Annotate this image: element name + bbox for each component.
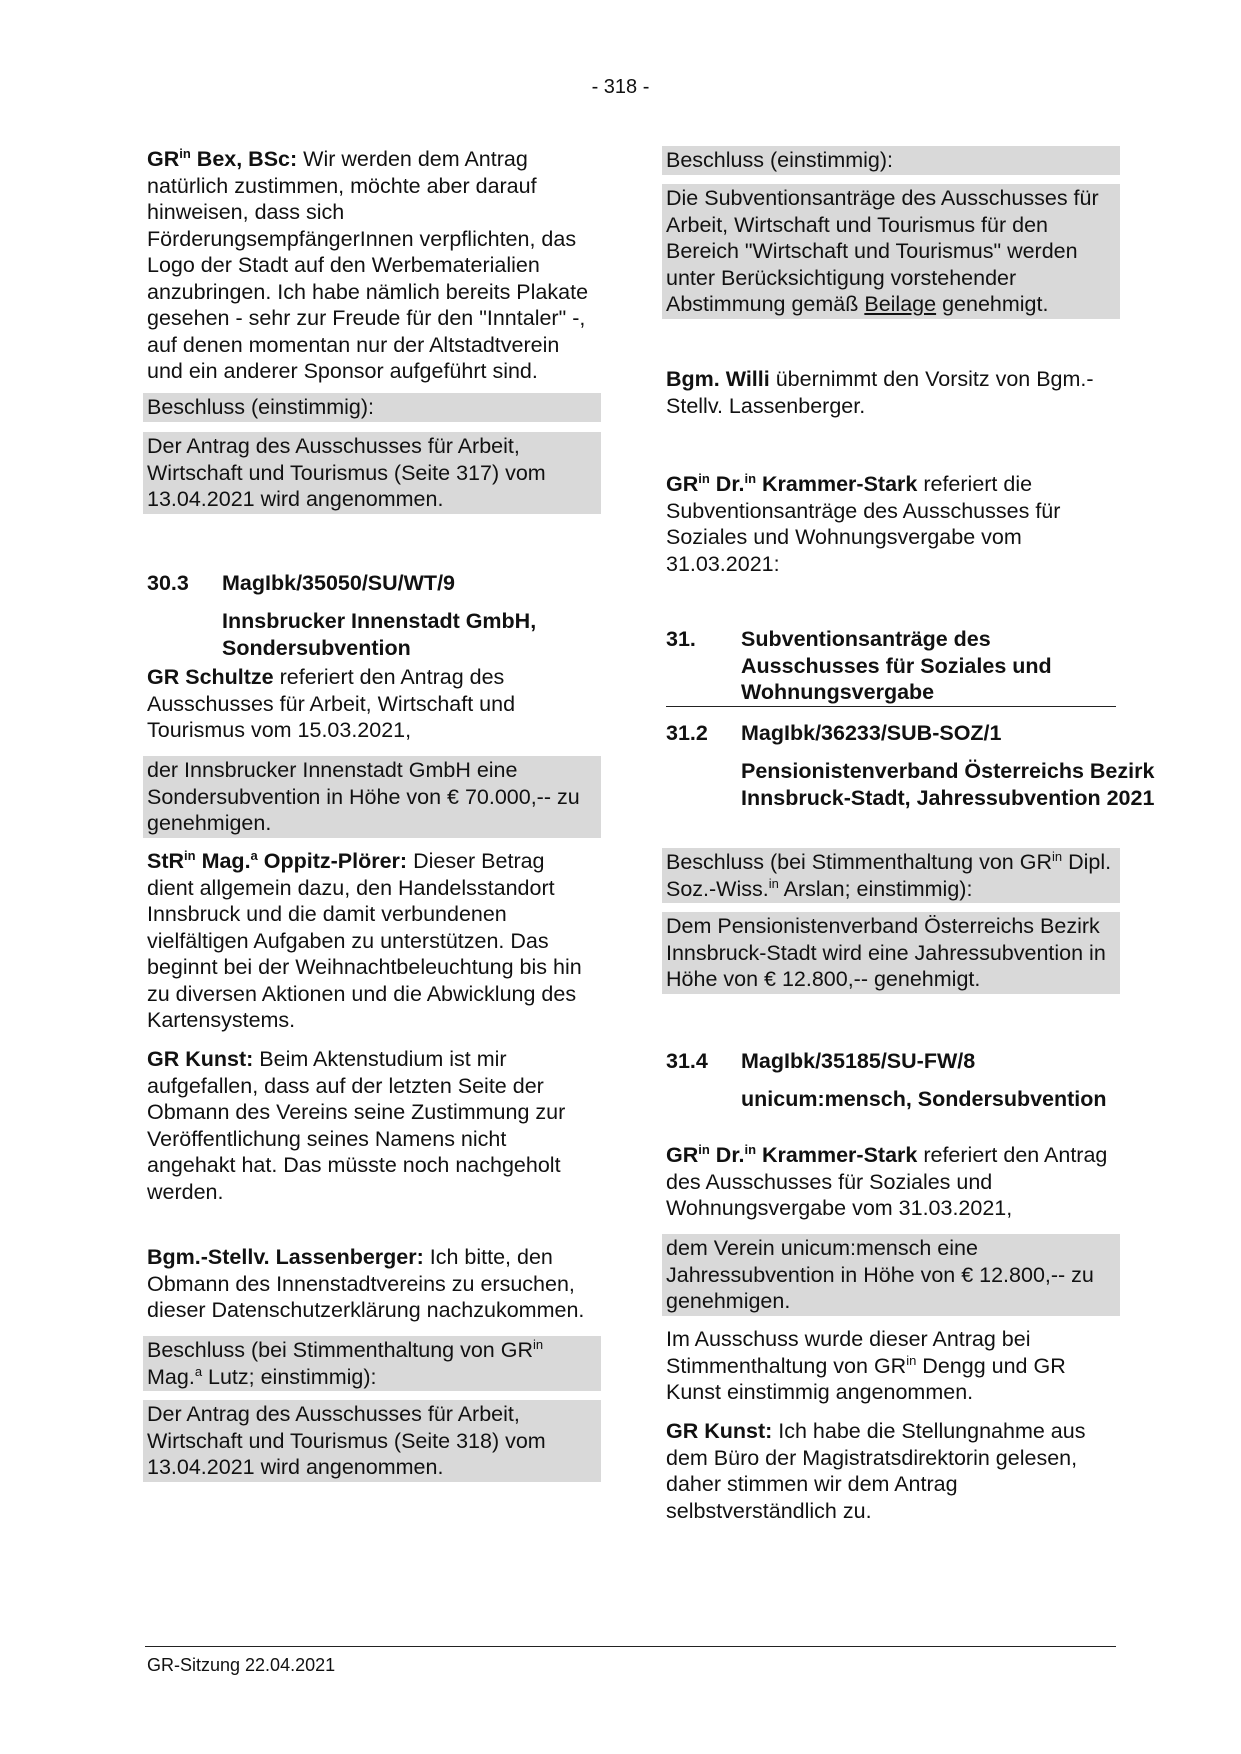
section-title: Subventionsanträge des Ausschusses für Soziales und Wohnungsvergabe <box>741 627 1052 704</box>
beschluss-3-text: Die Subventionsanträge des Ausschusses für Arbeit, Wirtschaft und Tourismus für den Bereich "Wirtschaft und Tourismus" werden unter Berücksichtigung vorstehender Abstimmung gemäß Beilage genehmigt. <box>662 184 1120 319</box>
beschluss-1-head: Beschluss (einstimmig): <box>143 393 601 422</box>
section-31-2-heading <box>666 720 1116 747</box>
kunst-text-1: Beim Aktenstudium ist mir aufgefallen, dass auf der letzten Seite der Obmann des Vereins seine Zustimmung zur Veröffentlichung seines Namens nicht angehakt hat. Das müsste noch nachgeholt werden. <box>147 1047 566 1204</box>
lassenberger-text: Ich bitte, den Obmann des Innenstadtvereins zu ersuchen, dieser Datenschutzerklärung nachzukommen. <box>147 1245 585 1322</box>
speaker-krammer: $GR^{in}$ Dr.$^{in}$ Krammer-Stark <box>666 470 918 496</box>
section-number: 31.4 <box>666 1049 708 1073</box>
section-number: 31.2 <box>666 721 708 745</box>
krammer-text-2: referiert den Antrag des Ausschusses für Soziales und Wohnungsvergabe vom 31.03.2021, <box>666 1143 1108 1220</box>
beschluss-3-head: Beschluss (einstimmig): <box>662 146 1120 175</box>
ausschuss-note: Im Ausschuss wurde dieser Antrag bei Stimmenthaltung von $GR^{in}$ Dengg und GR Kunst einstimmig angenommen. <box>666 1327 1066 1404</box>
kunst-text-2: Ich habe die Stellungnahme aus dem Büro der Magistratsdirektorin gelesen, daher stimmen wir dem Antrag selbstverständlich zu. <box>666 1419 1086 1523</box>
lassenberger-statement <box>147 1244 597 1324</box>
beschluss-2-text: Der Antrag des Ausschusses für Arbeit, Wirtschaft und Tourismus (Seite 318) vom 13.04.2021 wird angenommen. <box>143 1400 601 1482</box>
beschluss-1-text: Der Antrag des Ausschusses für Arbeit, Wirtschaft und Tourismus (Seite 317) vom 13.04.2021 wird angenommen. <box>143 432 601 514</box>
antrag-unicum: dem Verein unicum:mensch eine Jahressubvention in Höhe von € 12.800,-- zu genehmigen. <box>662 1234 1120 1316</box>
krammer-statement-2 <box>666 1142 1116 1222</box>
section-31-4-heading <box>666 1048 1116 1075</box>
section-id: MagIbk/35185/SU-FW/8 <box>741 1049 976 1073</box>
section-id: MagIbk/36233/SUB-SOZ/1 <box>741 721 1002 745</box>
bex-text: Wir werden dem Antrag natürlich zustimmen, möchte aber darauf hinweisen, dass sich FörderungsempfängerInnen verpflichten, das Logo der Stadt auf den Werbematerialien anzubringen. Ich habe nämlich bereits Plakate gesehen - sehr zur Freude für den "Inntaler" -, auf denen momentan nur der Altstadtverein und ein anderer Sponsor aufgeführt sind. <box>147 147 589 383</box>
section-id: MagIbk/35050/SU/WT/9 <box>222 571 455 595</box>
beschluss-2-head: Beschluss (bei Stimmenthaltung von $GR^{in}$ Mag.$^a$ Lutz; einstimmig): <box>143 1336 601 1391</box>
footer-divider <box>145 1646 1116 1647</box>
oppitz-statement <box>147 848 597 1034</box>
beschluss-4-text: Dem Pensionistenverband Österreichs Bezirk Innsbruck-Stadt wird eine Jahressubvention in Höhe von € 12.800,-- genehmigt. <box>662 912 1120 994</box>
speaker-krammer: $GR^{in}$ Dr.$^{in}$ Krammer-Stark <box>666 1141 918 1167</box>
speaker-lassenberger: Bgm.-Stellv. Lassenberger: <box>147 1245 424 1269</box>
section-30-3-title: Innsbrucker Innenstadt GmbH, Sondersubvention <box>222 609 537 660</box>
kunst-statement-2 <box>666 1418 1116 1524</box>
section-31-4-title: unicum:mensch, Sondersubvention <box>741 1087 1107 1111</box>
section-number: 30.3 <box>147 571 189 595</box>
section-31-2-title: Pensionistenverband Österreichs Bezirk Innsbruck-Stadt, Jahressubvention 2021 <box>741 759 1155 810</box>
page-number: - 318 - <box>591 76 650 98</box>
beschluss-4-head: Beschluss (bei Stimmenthaltung von $GR^{in}$ Dipl. Soz.-Wiss.$^{in}$ Arslan; einstimmig): <box>662 848 1120 903</box>
beilage-link[interactable]: Beilage <box>864 292 937 316</box>
speaker-oppitz: StR$^{in}$ Mag.$^a$ Oppitz-Plörer: <box>147 847 408 873</box>
section-number: 31. <box>666 627 696 651</box>
section-divider <box>666 706 1116 707</box>
willi-statement <box>666 366 1116 419</box>
speaker-bex: $GR^{in}$ Bex, BSc: <box>147 145 298 171</box>
antrag-innenstadt: der Innsbrucker Innenstadt GmbH eine Sondersubvention in Höhe von € 70.000,-- zu genehmigen. <box>143 756 601 838</box>
krammer-text-1: referiert die Subventionsanträge des Ausschusses für Soziales und Wohnungsvergabe vom 31.03.2021: <box>666 472 1061 576</box>
section-31-heading <box>666 626 1116 706</box>
speaker-schultze: GR Schultze <box>147 665 274 689</box>
bex-statement <box>147 146 597 385</box>
oppitz-text: Dieser Betrag dient allgemein dazu, den Handelsstandort Innsbruck und die damit verbundenen vielfältigen Aufgaben zu unterstützen. Das beginnt bei der Weihnachtbeleuchtung bis hin zu diversen Aktionen und die Abwicklung des Kartensystems. <box>147 849 582 1032</box>
schultze-text: referiert den Antrag des Ausschusses für Arbeit, Wirtschaft und Tourismus vom 15.03.2021, <box>147 665 516 742</box>
speaker-kunst: GR Kunst: <box>147 1047 254 1071</box>
speaker-willi: Bgm. Willi <box>666 367 770 391</box>
schultze-statement <box>147 664 597 744</box>
willi-text: übernimmt den Vorsitz von Bgm.-Stellv. Lassenberger. <box>666 367 1094 418</box>
kunst-statement-1 <box>147 1046 597 1205</box>
section-30-3-heading <box>147 570 597 597</box>
footer-text: GR-Sitzung 22.04.2021 <box>147 1655 336 1675</box>
krammer-statement-1 <box>666 471 1116 577</box>
speaker-kunst: GR Kunst: <box>666 1419 773 1443</box>
